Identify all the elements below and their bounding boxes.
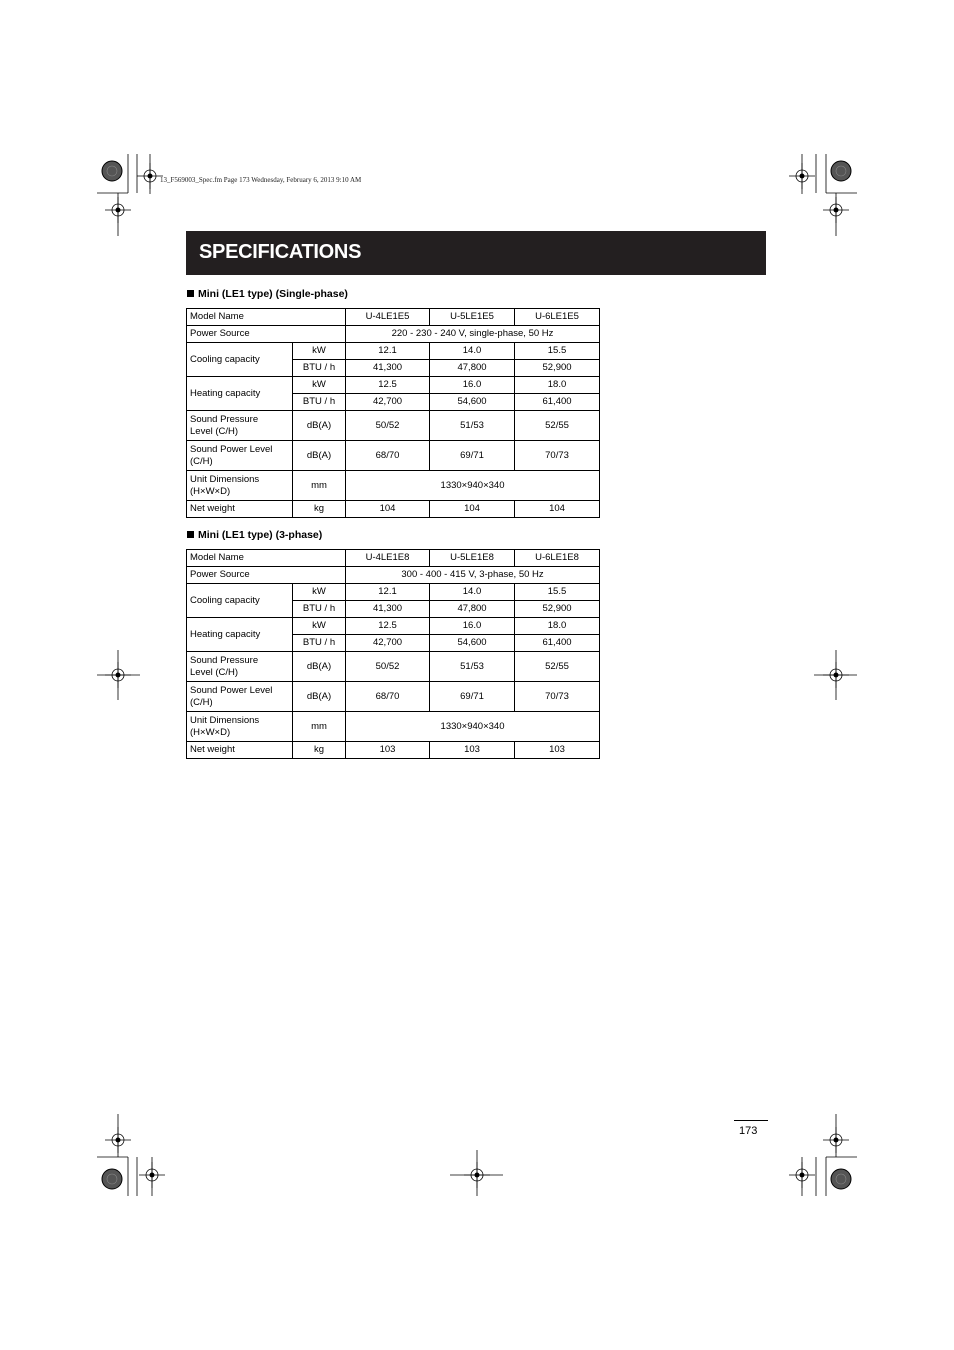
section-heading-text: Mini (LE1 type) (Single-phase) <box>198 288 348 300</box>
unit-cell: kW <box>293 377 346 394</box>
section-heading-text: Mini (LE1 type) (3-phase) <box>198 529 323 541</box>
page-number-rule <box>734 1120 768 1121</box>
value-cell: 18.0 <box>515 377 600 394</box>
square-bullet-icon <box>187 290 194 297</box>
value-cell: 70/73 <box>515 682 600 712</box>
table-row <box>187 742 600 759</box>
sound-power-label <box>187 441 293 471</box>
unit-cell: kg <box>293 742 346 759</box>
unit-cell: BTU / h <box>293 394 346 411</box>
value-cell: 50/52 <box>346 652 430 682</box>
sound-power-label <box>187 682 293 712</box>
cooling-capacity-label: Cooling capacity <box>187 343 293 377</box>
value-cell: 12.5 <box>346 377 430 394</box>
label-line: Level (C/H) <box>190 666 239 678</box>
unit-cell: dB(A) <box>293 682 346 712</box>
value-cell: 54,600 <box>430 635 515 652</box>
unit-cell: mm <box>293 471 346 501</box>
table-row <box>187 411 600 441</box>
table-row <box>187 584 600 601</box>
label-line: (C/H) <box>190 455 213 467</box>
heating-capacity-label: Heating capacity <box>187 618 293 652</box>
unit-cell: kW <box>293 343 346 360</box>
page-title: SPECIFICATIONS <box>199 241 362 263</box>
value-cell: 42,700 <box>346 635 430 652</box>
section-heading-single-phase <box>187 288 348 300</box>
value-cell: 68/70 <box>346 441 430 471</box>
table-row <box>187 326 600 343</box>
value-cell: 52,900 <box>515 360 600 377</box>
value-cell: 52,900 <box>515 601 600 618</box>
square-bullet-icon <box>187 531 194 538</box>
label-line: Unit Dimensions <box>190 473 260 485</box>
table-row <box>187 501 600 518</box>
net-weight-label: Net weight <box>187 501 293 518</box>
label-line: Level (C/H) <box>190 425 239 437</box>
unit-cell: dB(A) <box>293 441 346 471</box>
value-cell: 15.5 <box>515 584 600 601</box>
page-number: 173 <box>739 1125 758 1137</box>
cooling-capacity-label: Cooling capacity <box>187 584 293 618</box>
unit-cell: dB(A) <box>293 411 346 441</box>
sound-pressure-label <box>187 411 293 441</box>
value-cell: 15.5 <box>515 343 600 360</box>
power-source-value: 300 - 400 - 415 V, 3-phase, 50 Hz <box>346 567 600 584</box>
value-cell: 103 <box>346 742 430 759</box>
unit-dimensions-label <box>187 712 293 742</box>
power-source-label: Power Source <box>187 326 346 343</box>
unit-cell: kW <box>293 618 346 635</box>
value-cell: 14.0 <box>430 343 515 360</box>
unit-cell: mm <box>293 712 346 742</box>
label-line: Sound Pressure <box>190 654 259 666</box>
value-cell: 41,300 <box>346 360 430 377</box>
print-header-line: 13_F569003_Spec.fm Page 173 Wednesday, February 6, 2013 9:10 AM <box>160 176 362 184</box>
value-cell: 104 <box>346 501 430 518</box>
table-row <box>187 309 600 326</box>
model-cell: U-4LE1E8 <box>346 550 430 567</box>
label-line: Sound Power Level <box>190 684 273 696</box>
value-cell: 42,700 <box>346 394 430 411</box>
value-cell: 70/73 <box>515 441 600 471</box>
model-name-label: Model Name <box>187 309 346 326</box>
power-source-label: Power Source <box>187 567 346 584</box>
table-row <box>187 550 600 567</box>
spec-table-3-phase <box>186 549 600 759</box>
dimensions-value: 1330×940×340 <box>346 712 600 742</box>
value-cell: 12.1 <box>346 343 430 360</box>
unit-dimensions-label <box>187 471 293 501</box>
model-cell: U-4LE1E5 <box>346 309 430 326</box>
value-cell: 69/71 <box>430 441 515 471</box>
value-cell: 16.0 <box>430 618 515 635</box>
model-cell: U-6LE1E8 <box>515 550 600 567</box>
power-source-value: 220 - 230 - 240 V, single-phase, 50 Hz <box>346 326 600 343</box>
heating-capacity-label: Heating capacity <box>187 377 293 411</box>
table-row <box>187 682 600 712</box>
table-row <box>187 343 600 360</box>
value-cell: 12.5 <box>346 618 430 635</box>
unit-cell: BTU / h <box>293 360 346 377</box>
net-weight-label: Net weight <box>187 742 293 759</box>
value-cell: 68/70 <box>346 682 430 712</box>
value-cell: 61,400 <box>515 394 600 411</box>
value-cell: 52/55 <box>515 411 600 441</box>
table-row <box>187 567 600 584</box>
dimensions-value: 1330×940×340 <box>346 471 600 501</box>
model-cell: U-6LE1E5 <box>515 309 600 326</box>
model-name-label: Model Name <box>187 550 346 567</box>
spec-table-single-phase <box>186 308 600 518</box>
label-line: Sound Pressure <box>190 413 259 425</box>
value-cell: 104 <box>515 501 600 518</box>
sound-pressure-label <box>187 652 293 682</box>
value-cell: 103 <box>430 742 515 759</box>
label-line: Sound Power Level <box>190 443 273 455</box>
value-cell: 51/53 <box>430 652 515 682</box>
value-cell: 12.1 <box>346 584 430 601</box>
table-row <box>187 712 600 742</box>
value-cell: 50/52 <box>346 411 430 441</box>
unit-cell: dB(A) <box>293 652 346 682</box>
model-cell: U-5LE1E8 <box>430 550 515 567</box>
label-line: Unit Dimensions <box>190 714 260 726</box>
value-cell: 51/53 <box>430 411 515 441</box>
value-cell: 104 <box>430 501 515 518</box>
table-row <box>187 652 600 682</box>
value-cell: 16.0 <box>430 377 515 394</box>
unit-cell: kg <box>293 501 346 518</box>
value-cell: 52/55 <box>515 652 600 682</box>
table-row <box>187 618 600 635</box>
value-cell: 47,800 <box>430 360 515 377</box>
value-cell: 54,600 <box>430 394 515 411</box>
value-cell: 18.0 <box>515 618 600 635</box>
unit-cell: BTU / h <box>293 635 346 652</box>
label-line: (H×W×D) <box>190 485 231 497</box>
table-row <box>187 377 600 394</box>
value-cell: 69/71 <box>430 682 515 712</box>
model-cell: U-5LE1E5 <box>430 309 515 326</box>
value-cell: 14.0 <box>430 584 515 601</box>
value-cell: 47,800 <box>430 601 515 618</box>
unit-cell: BTU / h <box>293 601 346 618</box>
title-banner <box>186 231 766 275</box>
value-cell: 41,300 <box>346 601 430 618</box>
label-line: (C/H) <box>190 696 213 708</box>
value-cell: 103 <box>515 742 600 759</box>
section-heading-3-phase <box>187 529 322 541</box>
unit-cell: kW <box>293 584 346 601</box>
table-row <box>187 471 600 501</box>
label-line: (H×W×D) <box>190 726 231 738</box>
value-cell: 61,400 <box>515 635 600 652</box>
table-row <box>187 441 600 471</box>
